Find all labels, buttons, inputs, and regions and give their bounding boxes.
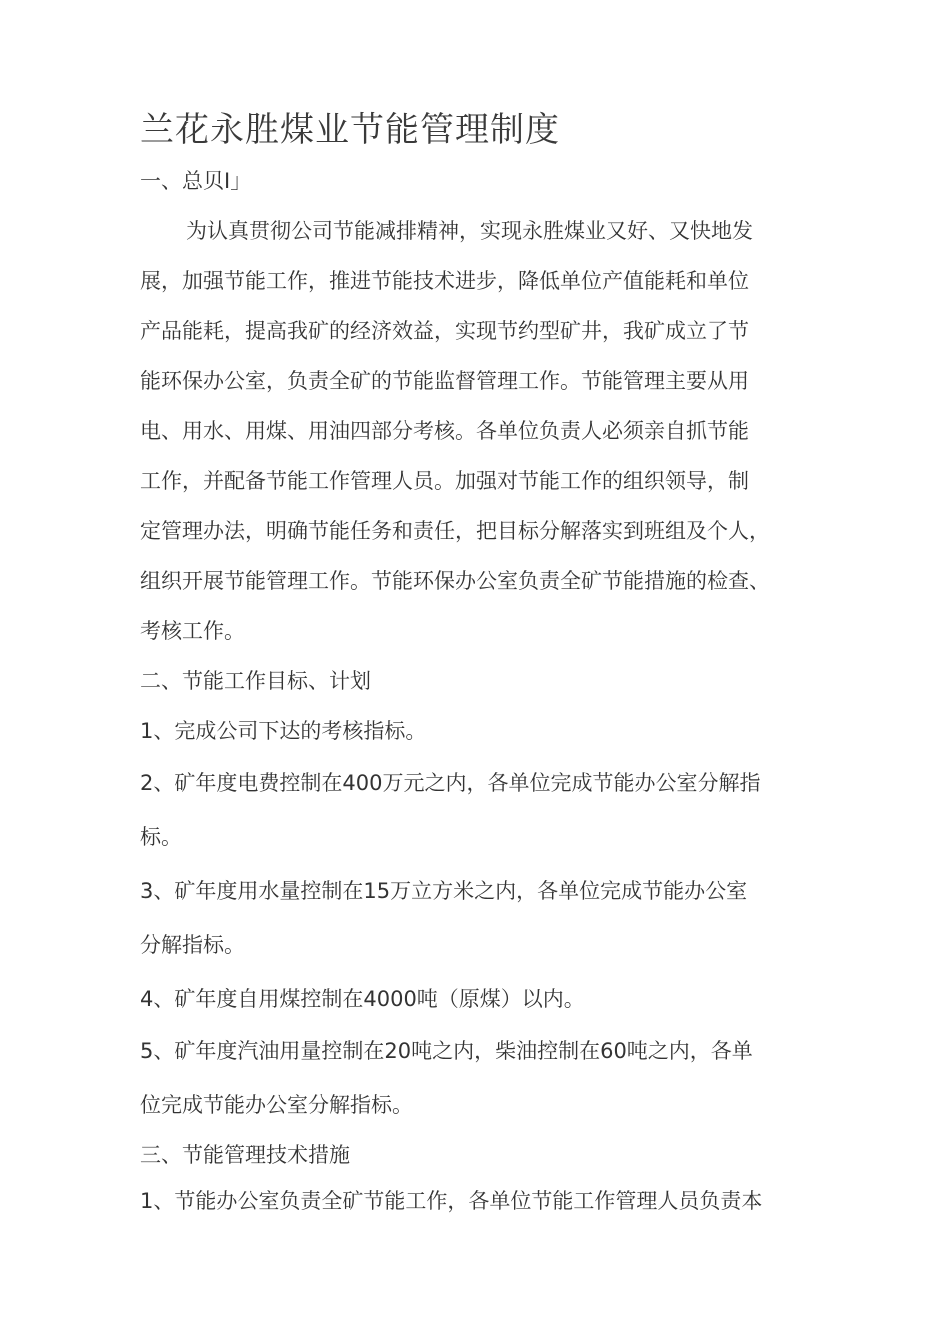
list-item: 2、矿年度电费控制在400万元之内，各单位完成节能办公室分解指 — [140, 771, 761, 795]
paragraph-line: 电、用水、用煤、用油四部分考核。各单位负责人必须亲自抓节能 — [140, 419, 749, 443]
section-heading-measures: 三、节能管理技术措施 — [140, 1143, 350, 1167]
section-heading-targets: 二、节能工作目标、计划 — [140, 669, 371, 693]
paragraph-line: 展，加强节能工作，推进节能技术进步，降低单位产值能耗和单位 — [140, 269, 749, 293]
list-item: 3、矿年度用水量控制在15万立方米之内，各单位完成节能办公室 — [140, 879, 748, 903]
paragraph-line: 定管理办法，明确节能任务和责任，把目标分解落实到班组及个人， — [140, 519, 770, 543]
list-item-continued: 标。 — [140, 825, 182, 849]
list-item-continued: 分解指标。 — [140, 933, 245, 957]
section-heading-general: 一、总贝I」 — [140, 169, 252, 193]
list-item: 4、矿年度自用煤控制在4000吨（原煤）以内。 — [140, 987, 585, 1011]
paragraph-line: 考核工作。 — [140, 619, 245, 643]
list-item: 1、节能办公室负责全矿节能工作，各单位节能工作管理人员负责本 — [140, 1189, 763, 1213]
list-item: 1、完成公司下达的考核指标。 — [140, 719, 427, 743]
paragraph-line: 工作，并配备节能工作管理人员。加强对节能工作的组织领导，制 — [140, 469, 749, 493]
paragraph-line: 能环保办公室，负责全矿的节能监督管理工作。节能管理主要从用 — [140, 369, 749, 393]
paragraph-line: 产品能耗，提高我矿的经济效益，实现节约型矿井，我矿成立了节 — [140, 319, 749, 343]
document-title: 兰花永胜煤业节能管理制度 — [140, 110, 560, 150]
paragraph-line: 组织开展节能管理工作。节能环保办公室负责全矿节能措施的检查、 — [140, 569, 770, 593]
list-item-continued: 位完成节能办公室分解指标。 — [140, 1093, 413, 1117]
paragraph-line: 为认真贯彻公司节能减排精神，实现永胜煤业又好、又快地发 — [186, 219, 753, 243]
list-item: 5、矿年度汽油用量控制在20吨之内，柴油控制在60吨之内，各单 — [140, 1039, 753, 1063]
